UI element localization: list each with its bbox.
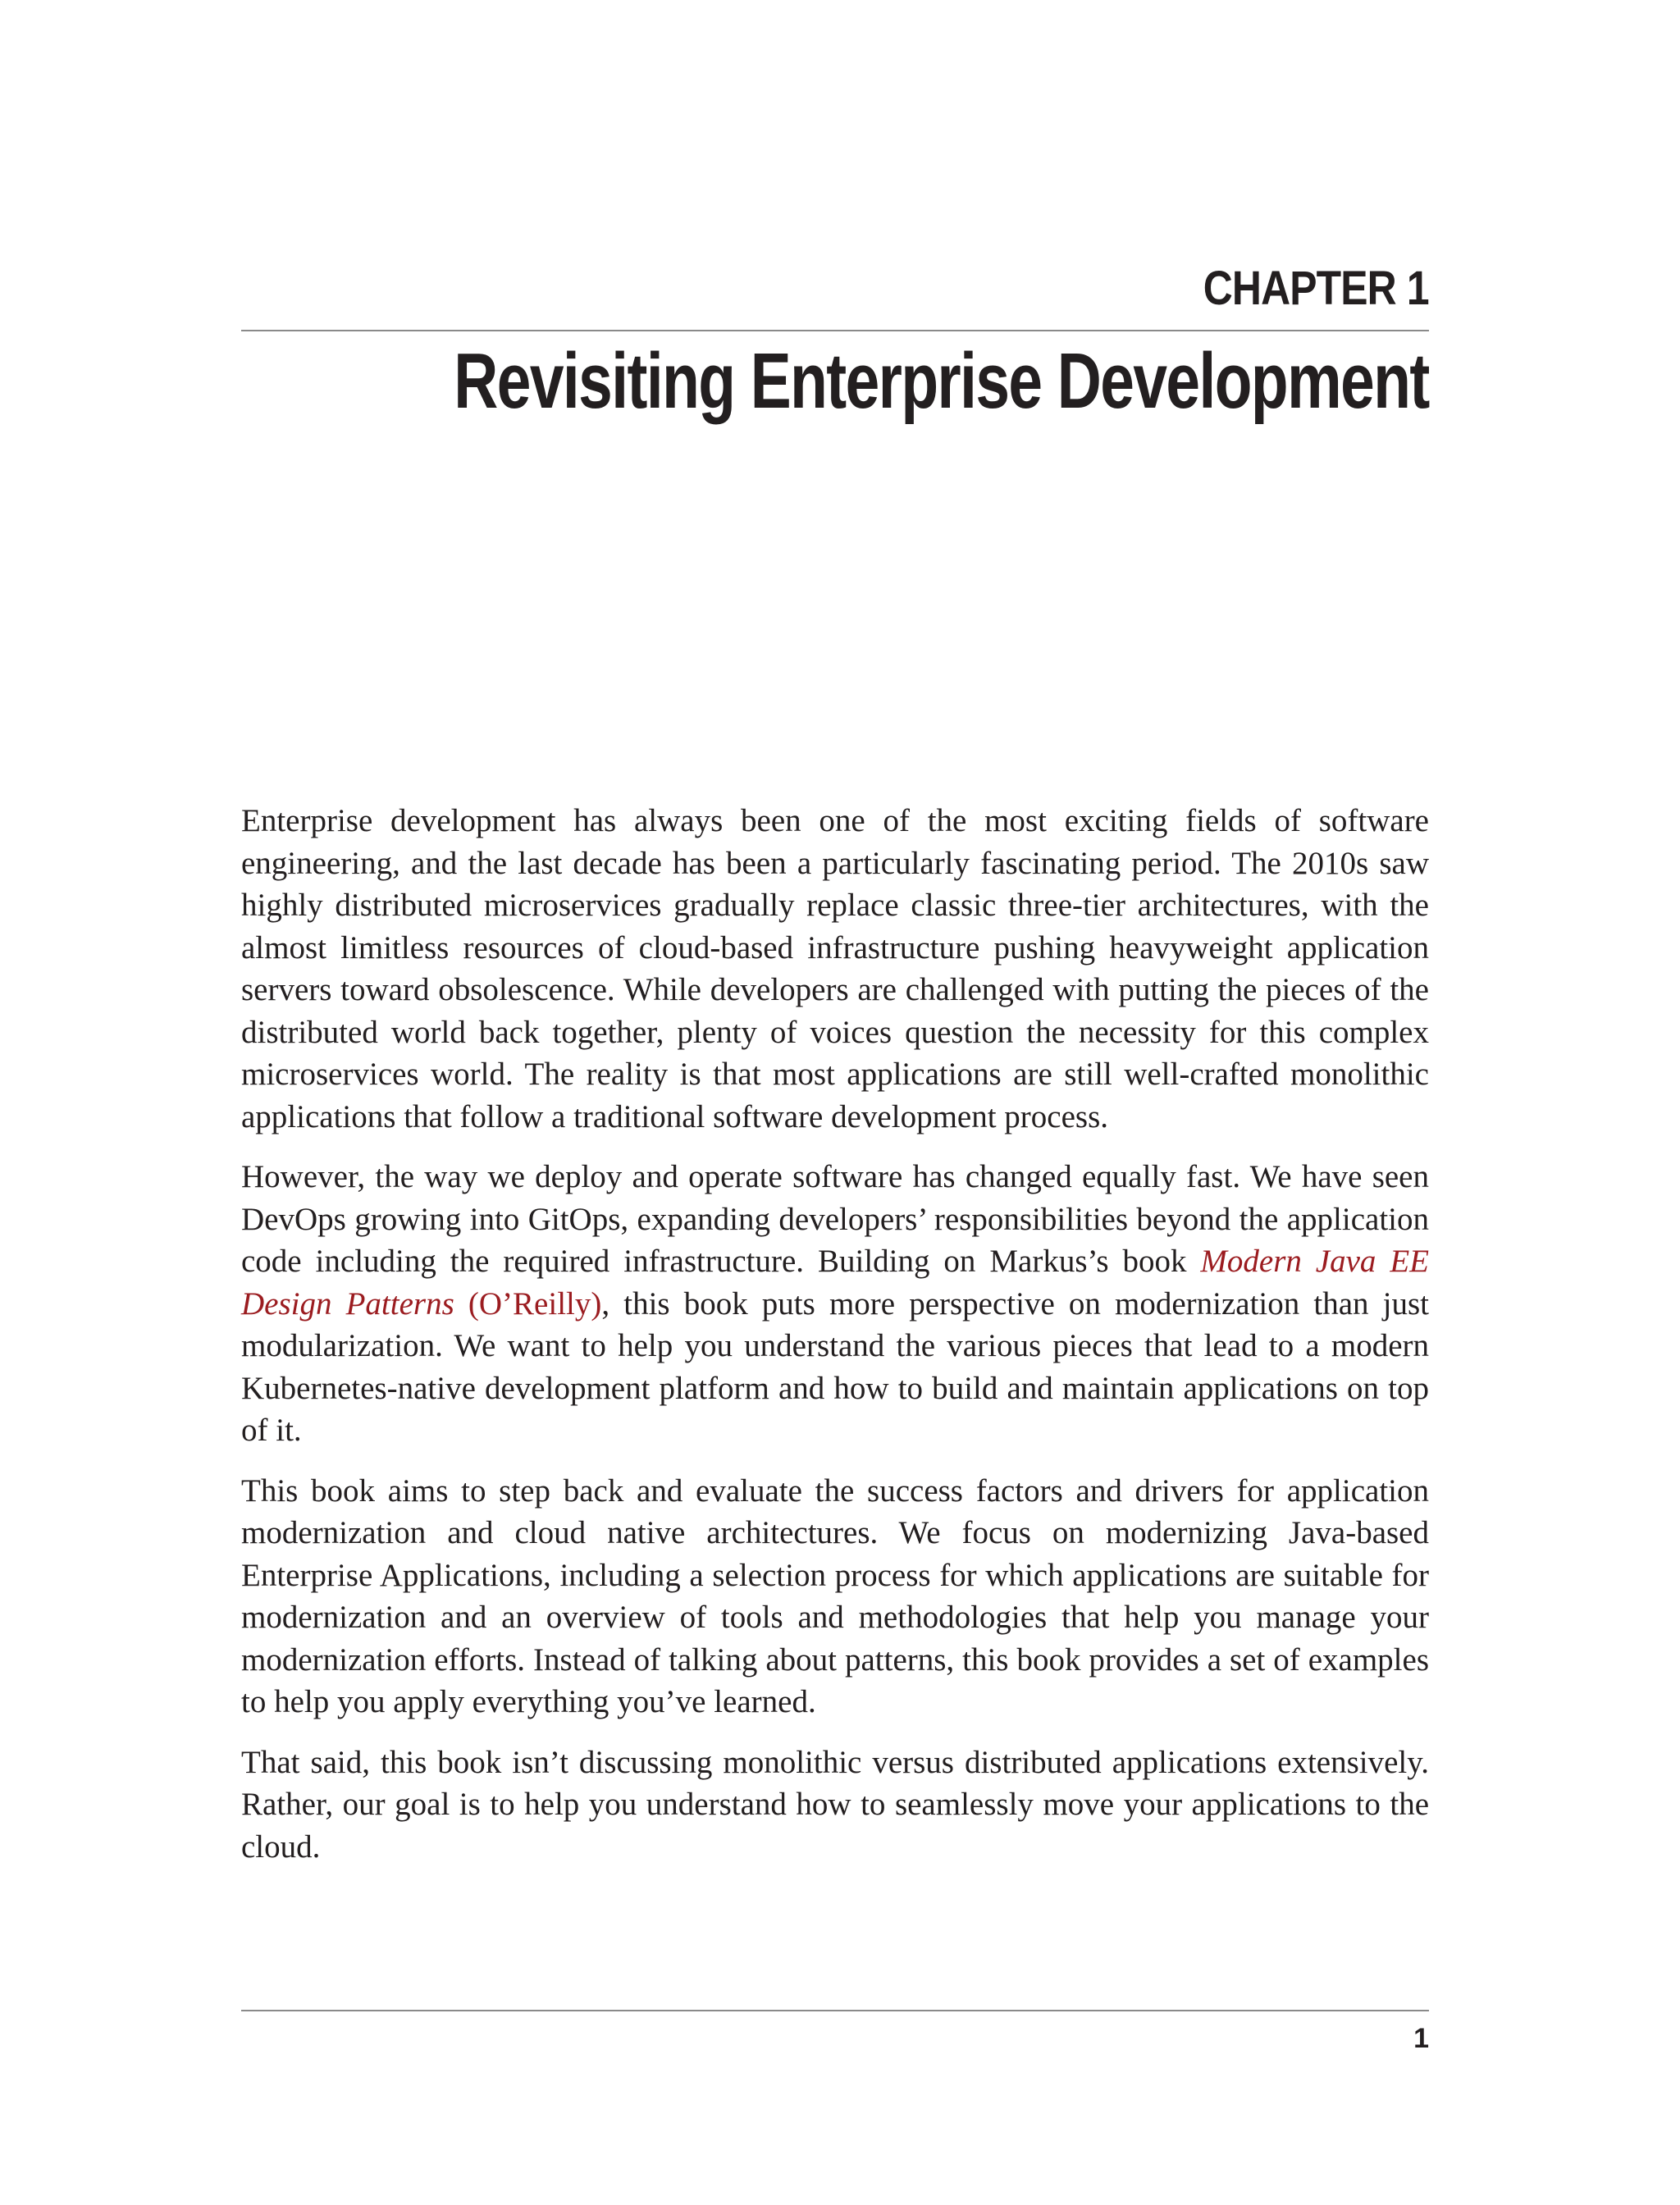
chapter-label: CHAPTER 1 — [1203, 262, 1429, 315]
paragraph-4: That said, this book isn’t discussing monolithic versus distributed applications extensively. Rather, our goal is to help you understand how to seamlessly move your applications to the cloud. — [241, 1744, 1429, 1865]
paragraph-2 — [241, 1156, 1429, 1452]
chapter-body — [241, 800, 1429, 1886]
book-title-link[interactable]: Modern Java EE Design Patterns — [241, 1244, 1429, 1322]
page-number: 1 — [1413, 2023, 1429, 2054]
paragraph-2-text-after-link: , this book puts more perspective on modernization than just modularization. We want to help you understand the various pieces that lead to a modern Kubernetes-native development platform and how to build and maintain applications on top of it. — [241, 1285, 1429, 1448]
chapter-divider — [241, 330, 1429, 331]
chapter-title: Revisiting Enterprise Development — [454, 337, 1429, 425]
publisher-link[interactable]: (O’Reilly) — [468, 1285, 602, 1322]
paragraph-2-text-before-link: However, the way we deploy and operate software has changed equally fast. We have seen DevOps growing into GitOps, expanding developers’ responsibilities beyond the application code including the required infrastructure. Building on Markus’s book — [241, 1159, 1429, 1279]
paragraph-3: This book aims to step back and evaluate the success factors and drivers for application modernization and cloud native architectures. We focus on modernizing Java-based Enterprise Applications, including a selection process for which applications are suitable for modernization and an overview of tools and methodologies that help you manage your modernization efforts. Instead of talking about patterns, this book provides a set of examples to help you apply everything you’ve learned. — [241, 1472, 1429, 1719]
paragraph-1: Enterprise development has always been one of the most exciting fields of software engineering, and the last decade has been a particularly fascinating period. The 2010s saw highly distributed microservices gradually replace classic three-tier architectures, with the almost limitless resources of cloud-based infrastructure pushing heavyweight application servers toward obsolescence. While developers are challenged with putting the pieces of the distributed world back together, plenty of voices question the necessity for this complex microservices world. The reality is that most applications are still well-crafted monolithic applications that follow a traditional software development process. — [241, 803, 1429, 1134]
footer-divider — [241, 2010, 1429, 2011]
